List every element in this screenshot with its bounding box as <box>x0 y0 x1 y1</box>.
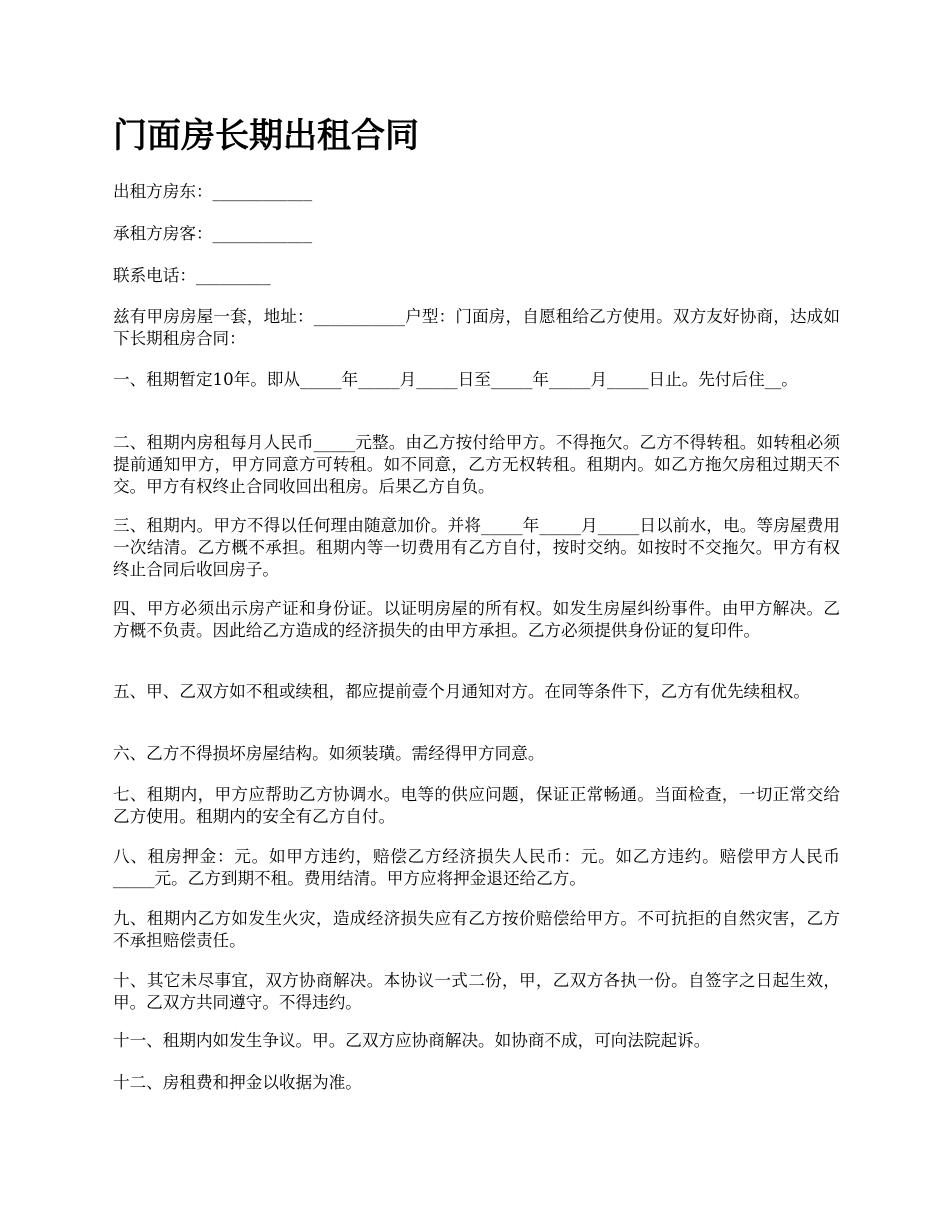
tenant-field: 承租方房客：____________ <box>113 224 313 243</box>
clause-1: 一、租期暂定10年。即从_____年_____月_____日至_____年_____月_____日止。先付后住__。 <box>113 370 798 389</box>
clause-2: 二、租期内房租每月人民币_____元整。由乙方按付给甲方。不得拖欠。乙方不得转租。如转租必须提前通知甲方，甲方同意方可转租。如不同意，乙方无权转租。租期内。如乙方拖欠房租过期天不交。甲方有权终止合同收回出租房。后果乙方自负。 <box>113 433 840 496</box>
clause-7: 七、租期内，甲方应帮助乙方协调水。电等的供应问题，保证正常畅通。当面检查，一切正常交给乙方使用。租期内的安全有乙方自付。 <box>113 785 840 826</box>
clause-9: 九、租期内乙方如发生火灾，造成经济损失应有乙方按价赔偿给甲方。不可抗拒的自然灾害，乙方不承担赔偿责任。 <box>113 909 840 950</box>
clause-6: 六、乙方不得损坏房屋结构。如须装璜。需经得甲方同意。 <box>113 744 545 763</box>
intro-paragraph: 兹有甲房房屋一套，地址：___________户型：门面房，自愿租给乙方使用。双方友好协商，达成如下长期租房合同： <box>113 307 840 348</box>
clause-3: 三、租期内。甲方不得以任何理由随意加价。并将_____年_____月_____日以前水，电。等房屋费用一次结清。乙方概不承担。租期内等一切费用有乙方自付，按时交纳。如按时不交拖欠。甲方有权终止合同后收回房子。 <box>113 516 840 579</box>
clause-5: 五、甲、乙双方如不租或续租，都应提前壹个月通知对方。在同等条件下，乙方有优先续租权。 <box>113 682 810 701</box>
clause-8: 八、租房押金：元。如甲方违约，赔偿乙方经济损失人民币：元。如乙方违约。赔偿甲方人民币_____元。乙方到期不租。费用结清。甲方应将押金退还给乙方。 <box>113 847 840 888</box>
document-title: 门面房长期出租合同 <box>113 116 419 156</box>
phone-field: 联系电话：_________ <box>113 266 271 285</box>
landlord-field: 出租方房东：____________ <box>113 182 313 201</box>
clause-11: 十一、租期内如发生争议。甲。乙双方应协商解决。如协商不成，可向法院起诉。 <box>113 1031 711 1050</box>
clause-4: 四、甲方必须出示房产证和身份证。以证明房屋的所有权。如发生房屋纠纷事件。由甲方解决。乙方概不负责。因此给乙方造成的经济损失的由甲方承担。乙方必须提供身份证的复印件。 <box>113 599 840 640</box>
clause-10: 十、其它未尽事宜，双方协商解决。本协议一式二份，甲，乙双方各执一份。自签字之日起生效，甲。乙双方共同遵守。不得违约。 <box>113 971 840 1012</box>
clause-12: 十二、房租费和押金以收据为准。 <box>113 1073 362 1092</box>
